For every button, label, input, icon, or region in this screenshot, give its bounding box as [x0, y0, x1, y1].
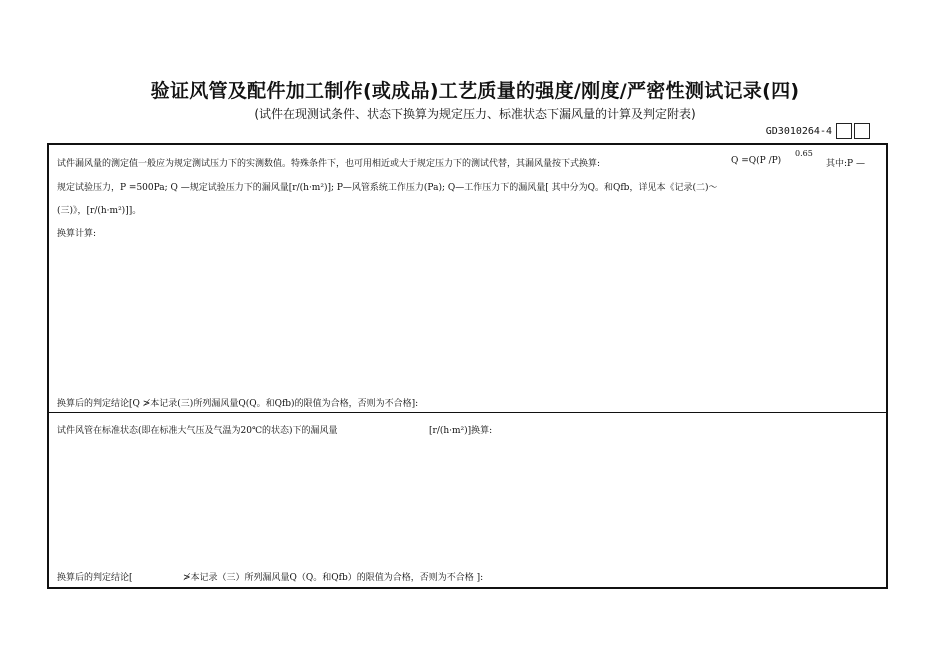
- section1-conclusion: 换算后的判定结论[Q ≯本记录(三)所列漏风量Q(Q。和Qfb)的限值为合格，否则为不合格]:: [57, 399, 419, 409]
- record-table: [47, 143, 888, 589]
- section1-line2: 规定试验压力，P =500Pa; Q —规定试验压力下的漏风量[r/(h·m²)]; P—风管系统工作压力(Pa); Q—工作压力下的漏风量[ 其中分为Q。和Qfb，详见本《记录(二)～: [57, 183, 718, 193]
- form-code: GD3010264-4: [765, 125, 832, 137]
- page-subtitle: (试件在现测试条件、状态下换算为规定压力、标准状态下漏风量的计算及判定附表): [254, 107, 696, 121]
- section2-line1a: 试件风管在标准状态(即在标准大气压及气温为20℃的状态)下的漏风量: [57, 426, 338, 436]
- section1-line1: 试件漏风量的测定值一般应为规定测试压力下的实测数值。特殊条件下，也可用相近或大于规定压力下的测试代替，其漏风量按下式换算:: [57, 159, 601, 169]
- calculation-label: 换算计算:: [57, 229, 97, 239]
- section2-conclusion-b: ≯本记录（三）所列漏风量Q（Q。和Qfb）的限值为合格，否则为不合格 ]:: [183, 573, 484, 583]
- page-number-box-1[interactable]: [836, 123, 852, 139]
- section1-line3: (三)》，[r/(h·m²)]]。: [57, 206, 142, 216]
- page-title: 验证风管及配件加工制作(或成品)工艺质量的强度/刚度/严密性测试记录(四): [150, 80, 800, 102]
- formula-exponent: 0.65: [795, 149, 813, 158]
- section2-conclusion-a: 换算后的判定结论[: [57, 573, 133, 583]
- section-divider: [49, 412, 886, 413]
- formula-where: 其中:P —: [826, 159, 865, 169]
- section2-line1b: [r/(h·m²)]换算:: [429, 426, 493, 436]
- page-number-box-2[interactable]: [854, 123, 870, 139]
- conversion-formula: Q =Q(P /P): [731, 156, 782, 166]
- form-code-row: [766, 123, 870, 139]
